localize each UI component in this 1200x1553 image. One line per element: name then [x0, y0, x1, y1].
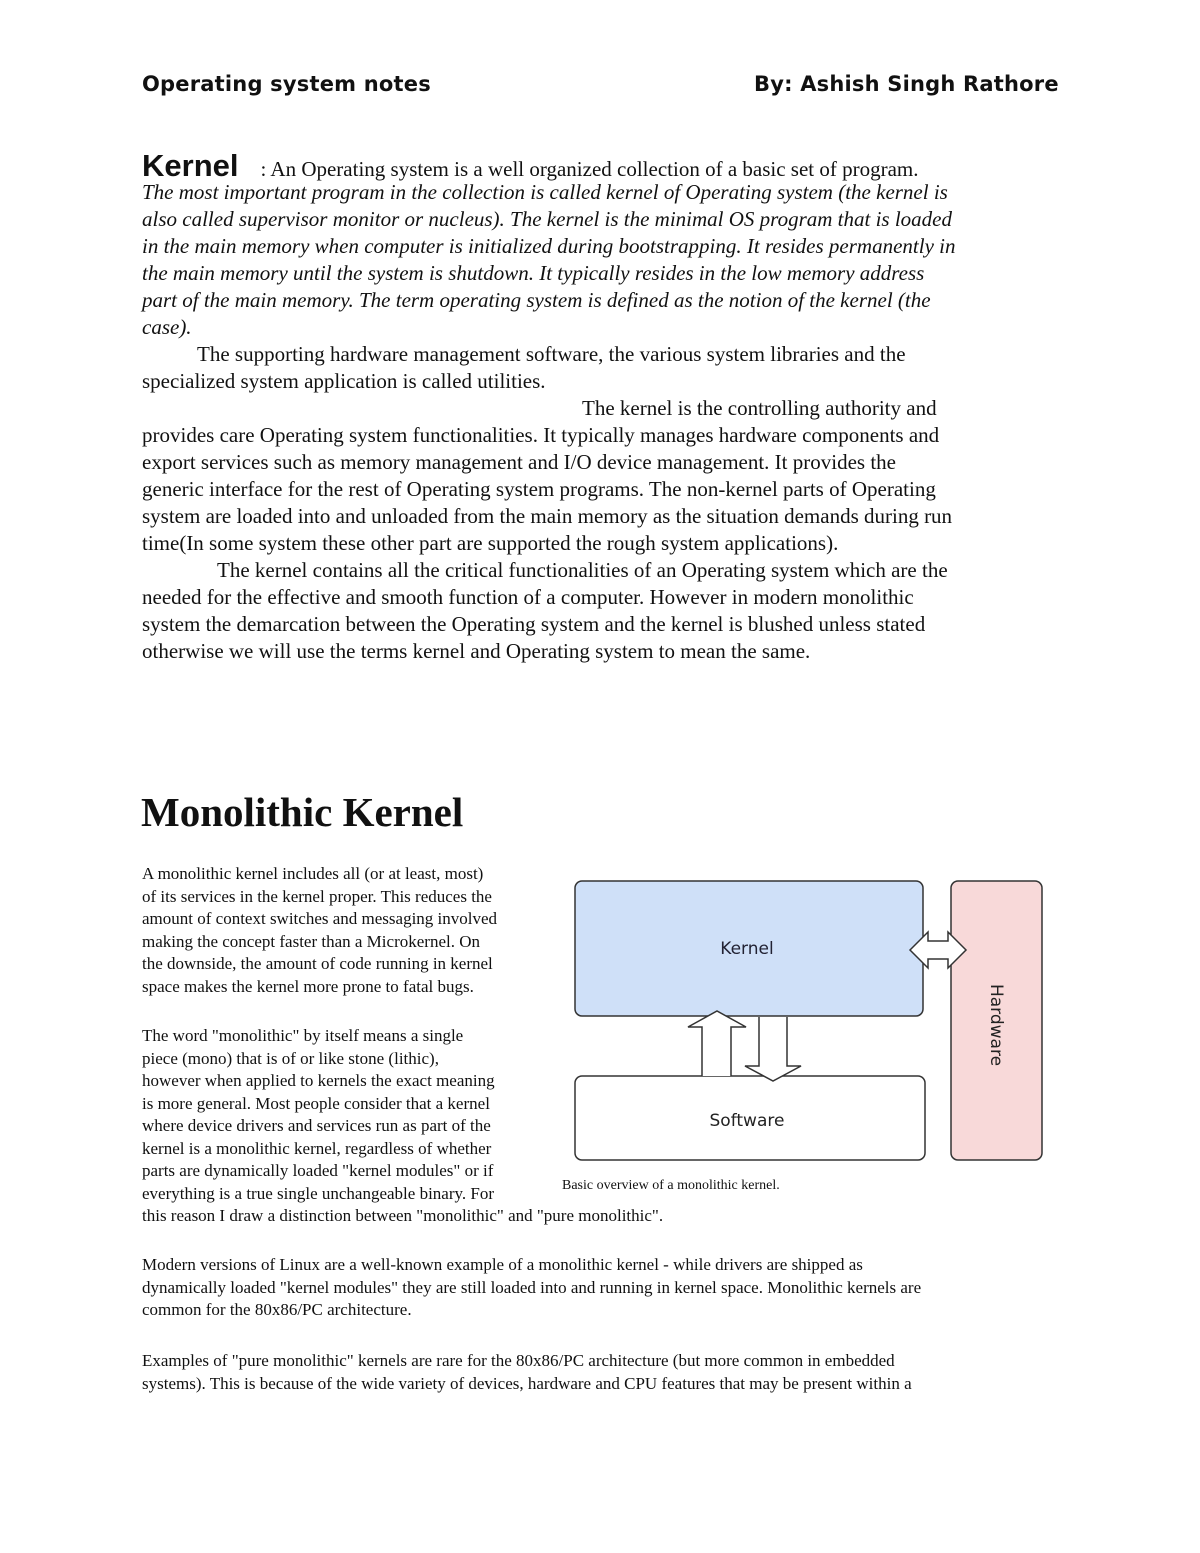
software-to-kernel-arrow [688, 1011, 746, 1076]
text-line: otherwise we will use the terms kernel and Operating system to mean the same. [142, 639, 811, 663]
kernel-to-software-arrow [745, 1017, 801, 1081]
text-line: specialized system application is called utilities. [142, 369, 546, 393]
software-box-label: Software [709, 1111, 785, 1131]
text-line: part of the main memory. The term operating system is defined as the notion of the kernel (the [142, 288, 931, 312]
text-line: time(In some system these other part are supported the rough system applications). [142, 531, 839, 555]
text-line: kernel is a monolithic kernel, regardless of whether [142, 1138, 492, 1158]
text-line: however when applied to kernels the exact meaning [142, 1071, 495, 1090]
text-line: A monolithic kernel includes all (or at least, most) [142, 864, 484, 883]
kernel-heading: Kernel [142, 148, 239, 183]
document-title: Operating system notes [142, 72, 431, 96]
text-line: common for the 80x86/PC architecture. [142, 1300, 412, 1319]
text-line: systems). This is because of the wide variety of devices, hardware and CPU features that may be present within a [142, 1373, 912, 1393]
text-line: amount of context switches and messaging involved [142, 909, 498, 928]
diagram-caption: Basic overview of a monolithic kernel. [562, 1178, 780, 1193]
monolithic-paragraph-3 [142, 1254, 921, 1322]
monolithic-paragraph-4 [142, 1350, 912, 1395]
text-line: system are loaded into and unloaded from the main memory as the situation demands during run [142, 504, 953, 528]
text-line: this reason I draw a distinction between "monolithic" and "pure monolithic". [142, 1206, 664, 1225]
text-line: also called supervisor monitor or nucleus). The kernel is the minimal OS program that is loaded [142, 207, 952, 231]
kernel-intro-line [142, 148, 1072, 183]
text-line: Modern versions of Linux are a well-known example of a monolithic kernel - while drivers are shipped as [142, 1255, 863, 1274]
text-line: system the demarcation between the Operating system and the kernel is blushed unless stated [142, 612, 926, 636]
text-line: The supporting hardware management software, the various system libraries and the [197, 342, 906, 366]
kernel-body-paragraphs [142, 341, 1072, 665]
text-line: parts are dynamically loaded "kernel modules" or if [142, 1161, 494, 1180]
text-line: dynamically loaded "kernel modules" they are still loaded into and running in kernel space. Monolithic kernels are [142, 1277, 922, 1297]
text-line: is more general. Most people consider that a kernel [142, 1093, 490, 1113]
text-line: piece (mono) that is of or like stone (lithic), [142, 1048, 439, 1068]
text-line: The word "monolithic" by itself means a single [142, 1026, 464, 1045]
text-line: export services such as memory management and I/O device management. It provides the [142, 450, 896, 474]
kernel-italic-paragraph [142, 179, 1072, 341]
text-line: where device drivers and services run as part of the [142, 1116, 491, 1135]
kernel-box-label: Kernel [720, 939, 774, 959]
monolithic-heading: Monolithic Kernel [141, 789, 464, 835]
monolithic-kernel-diagram [560, 870, 1050, 1170]
text-line: provides care Operating system functionalities. It typically manages hardware components and [142, 423, 940, 447]
monolithic-paragraph-1 [142, 863, 497, 998]
text-line: in the main memory when computer is initialized during bootstrapping. It resides permanently in [142, 234, 956, 258]
text-line: The kernel contains all the critical functionalities of an Operating system which are the [217, 558, 948, 582]
text-line: case). [142, 315, 192, 339]
text-line: of its services in the kernel proper. This reduces the [142, 886, 492, 906]
text-line: everything is a true single unchangeable binary. For [142, 1183, 495, 1203]
text-line: space makes the kernel more prone to fatal bugs. [142, 976, 474, 996]
text-line: the main memory until the system is shutdown. It typically resides in the low memory address [142, 261, 925, 285]
kernel-section [142, 148, 1072, 665]
text-line: The most important program in the collection is called kernel of Operating system (the kernel is [142, 180, 948, 204]
hardware-box-label: Hardware [986, 983, 1006, 1067]
text-line: the downside, the amount of code running in kernel [142, 954, 493, 973]
kernel-intro: : An Operating system is a well organized collection of a basic set of program. [260, 157, 919, 181]
text-line: needed for the effective and smooth function of a computer. However in modern monolithic [142, 585, 914, 609]
text-line: generic interface for the rest of Operating system programs. The non-kernel parts of Operating [142, 477, 936, 501]
text-line: making the concept faster than a Microkernel. On [142, 931, 480, 951]
text-line: The kernel is the controlling authority and [582, 396, 937, 420]
text-line: Examples of "pure monolithic" kernels are rare for the 80x86/PC architecture (but more common in embedded [142, 1351, 895, 1370]
document-author: By: Ashish Singh Rathore [754, 72, 1059, 96]
